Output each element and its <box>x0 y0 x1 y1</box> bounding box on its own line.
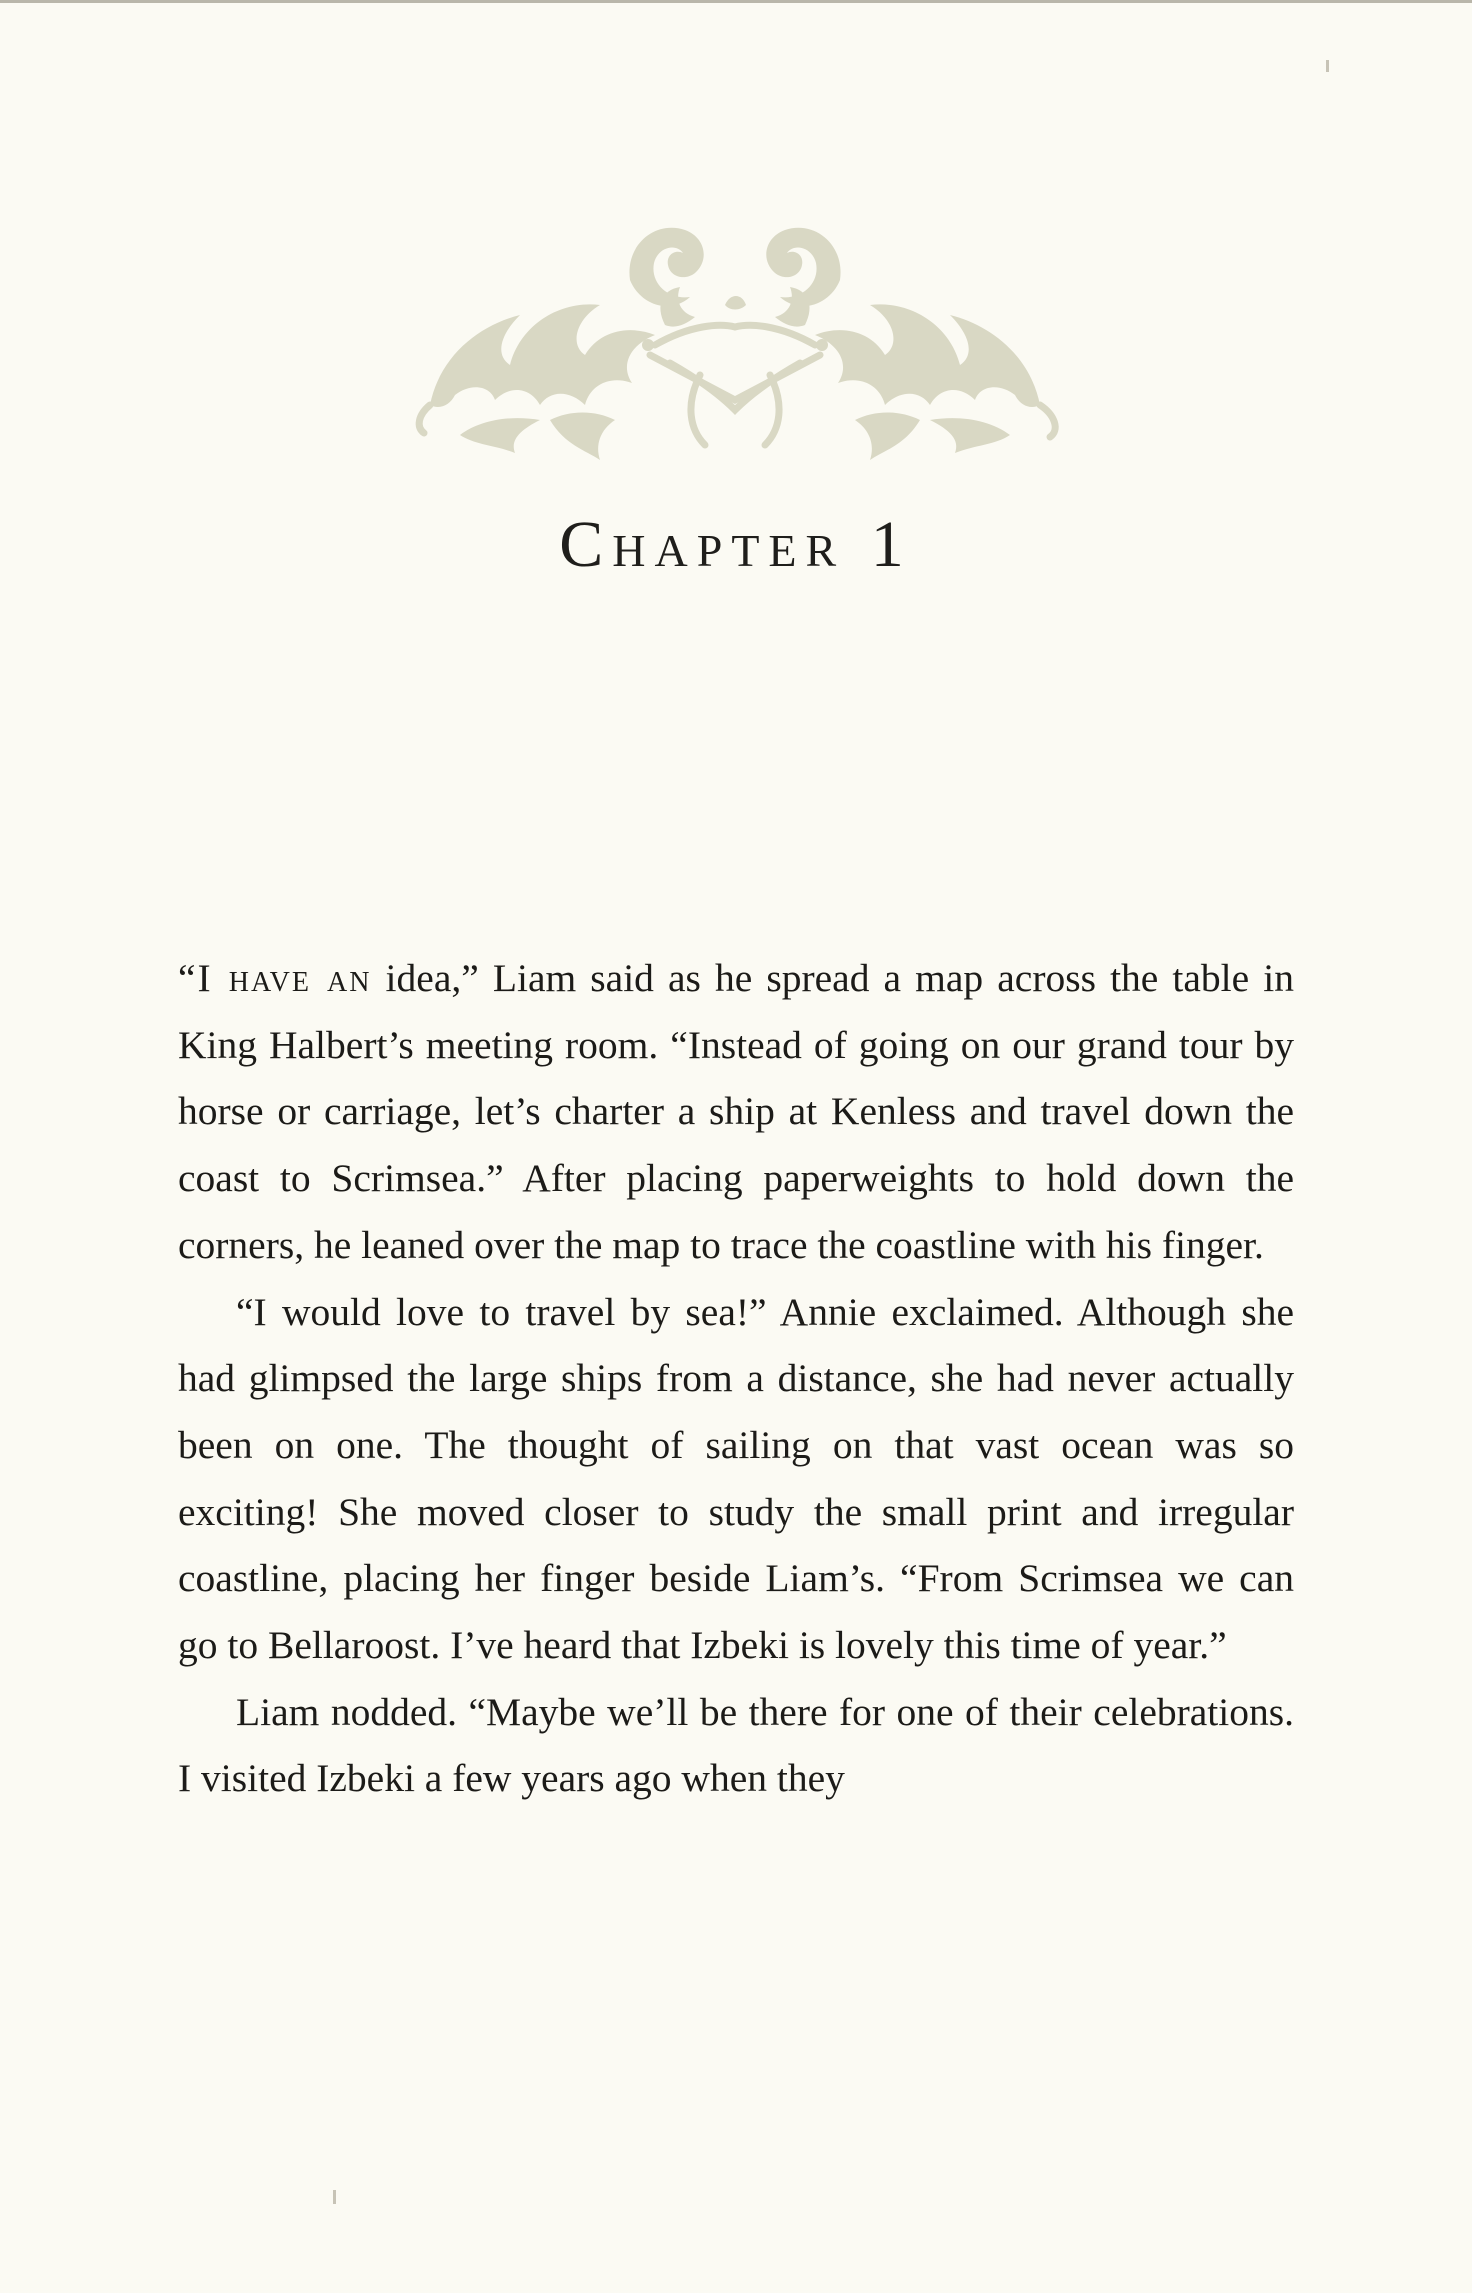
top-edge-rule <box>0 0 1472 3</box>
paragraph-3: Liam nodded. “Maybe we’ll be there for one of their celebrations. I visited Izbeki a few years ago when they <box>178 1689 1294 1801</box>
floral-scroll-ornament-icon <box>400 205 1070 470</box>
paragraph-2: “I would love to travel by sea!” Annie exclaimed. Although she had glimpsed the large ships from a distance, she had never actually been on one. The thought of sailing on that vast ocean was so exciting! She moved closer to study the small print and irregular coastline, placing her finger beside Liam’s. “From Scrimsea we can go to Bellaroost. I’ve heard that Izbeki is lovely this time of year.” <box>178 1289 1294 1668</box>
paper-speck <box>333 2190 336 2204</box>
chapter-body <box>178 945 1294 1812</box>
paper-speck <box>1326 60 1329 72</box>
paragraph-lead-smallcaps: “I have an <box>178 956 372 1000</box>
chapter-title: Chapter 1 <box>559 508 913 581</box>
paragraph-1 <box>178 945 1294 1279</box>
paragraph-text: idea,” Liam said as he spread a map across the table in King Halbert’s meeting room. “Instead of going on our grand tour by horse or carriage, let’s charter a ship at Kenless and travel down the coast to Scrimsea.” After placing paperweights to hold down the corners, he leaned over the map to trace the coastline with his finger. <box>178 956 1294 1267</box>
